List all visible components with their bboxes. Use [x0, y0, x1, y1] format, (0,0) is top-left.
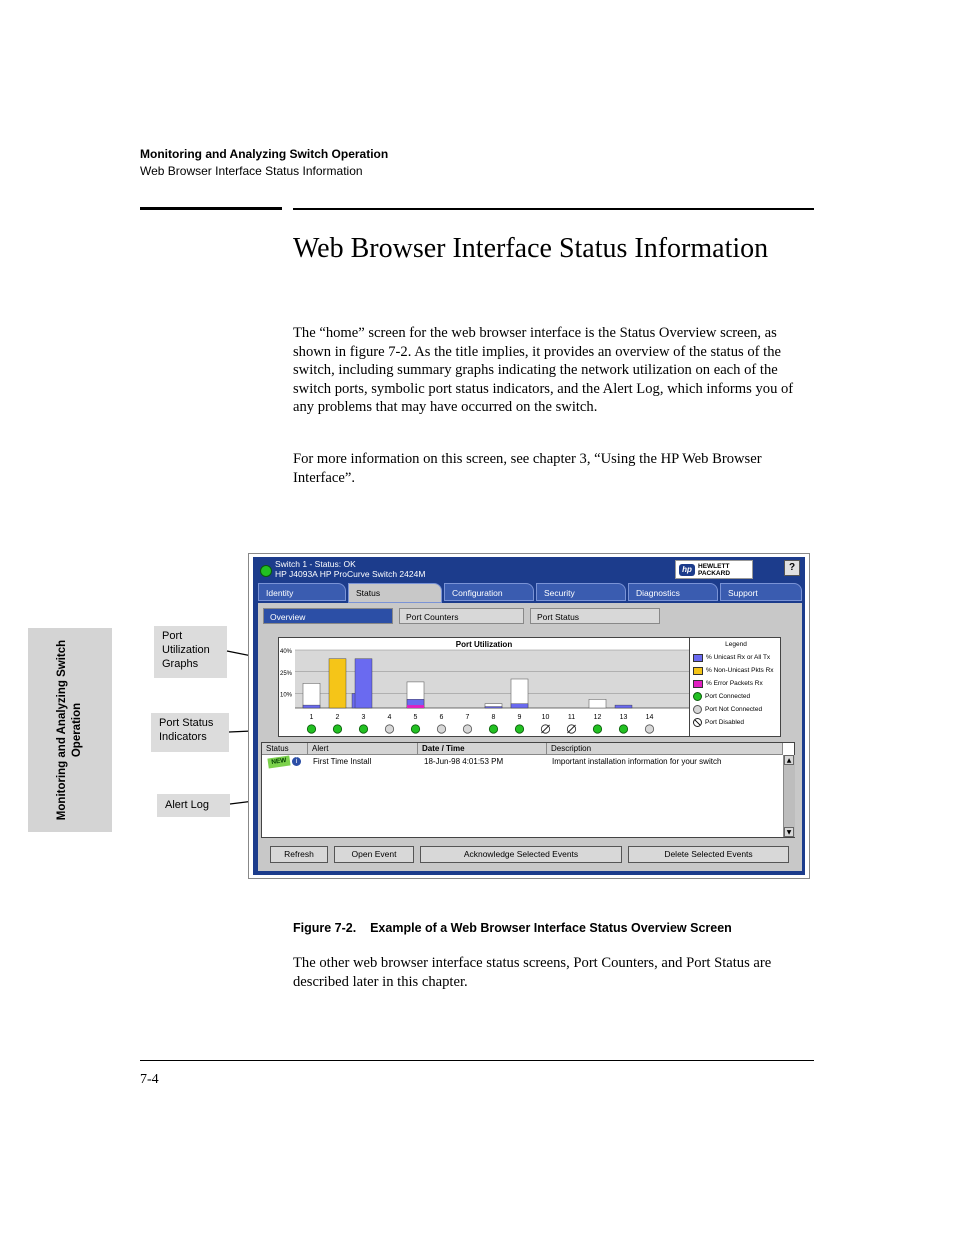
port-label: 13: [619, 714, 628, 721]
figure-caption: Figure 7-2. Example of a Web Browser Interface Status Overview Screen: [293, 921, 732, 935]
peak-bar: [303, 683, 320, 708]
subtab-port-counters[interactable]: Port Counters: [399, 608, 524, 624]
port-connected-icon: [359, 725, 367, 733]
log-header-status[interactable]: Status: [262, 743, 308, 755]
port-connected-icon: [515, 725, 523, 733]
info-icon: i: [292, 757, 301, 766]
new-alert-badge: NEW: [267, 756, 290, 769]
legend-item: [690, 664, 782, 677]
y-tick-label: 25%: [280, 670, 293, 677]
port-connected-icon: [619, 725, 627, 733]
scroll-down-icon[interactable]: ▼: [784, 827, 794, 837]
subtab-port-status[interactable]: Port Status: [530, 608, 660, 624]
log-row-datetime: 18-Jun-98 4:01:53 PM: [424, 757, 504, 766]
port-not-connected-icon: [645, 725, 653, 733]
closing-paragraph: The other web browser interface status screens, Port Counters, and Port Status are described later in this chapter.: [293, 955, 772, 990]
port-label: 9: [517, 714, 522, 721]
unicast-bar: [355, 659, 372, 708]
legend-status-icon: [693, 692, 702, 701]
error-bar: [407, 705, 424, 708]
callout-port-status: Port Status Indicators: [151, 713, 229, 752]
port-label: 14: [645, 714, 654, 721]
legend-item: [690, 651, 782, 664]
port-label: 11: [567, 714, 576, 721]
log-row-alert: First Time Install: [313, 757, 372, 766]
port-label: 12: [593, 714, 602, 721]
log-header-description[interactable]: Description: [547, 743, 783, 755]
port-label: 4: [387, 714, 392, 721]
port-not-connected-icon: [437, 725, 445, 733]
tab-diagnostics[interactable]: Diagnostics: [628, 583, 718, 601]
chapter-side-tab-label: Monitoring and Analyzing Switch Operation: [56, 639, 83, 821]
running-header-chapter: Monitoring and Analyzing Switch Operation: [140, 147, 389, 161]
peak-bar: [589, 699, 606, 708]
intro-paragraph: The “home” screen for the web browser interface is the Status Overview screen, as shown in figure 7-2. As the title implies, it provides an overview of the status of the switch, including summary graphs indicating the network utilization on each of the switch ports, symbolic port status indicators, and the Alert Log, which informs you of any problems that may have occurred on the switch.: [293, 325, 794, 415]
unicast-bar: [485, 707, 502, 708]
legend-title: Legend: [725, 641, 747, 648]
reference-paragraph: For more information on this screen, see chapter 3, “Using the HP Web Browser Interface”.: [293, 451, 762, 486]
log-header-datetime[interactable]: Date / Time: [418, 743, 547, 755]
open-event-button[interactable]: Open Event: [334, 846, 414, 863]
legend-status-label: Port Connected: [705, 693, 751, 700]
legend-status-icon: [693, 718, 702, 727]
unicast-bar: [615, 705, 632, 708]
graph-legend: [689, 638, 782, 737]
callout-port-utilization: Port Utilization Graphs: [154, 626, 227, 678]
port-connected-icon: [593, 725, 601, 733]
legend-status-icon: [693, 705, 702, 714]
port-not-connected-icon: [385, 725, 393, 733]
port-label: 3: [361, 714, 366, 721]
legend-label: % Non-Unicast Pkts Rx: [706, 667, 774, 674]
y-tick-label: 10%: [280, 692, 293, 699]
legend-status-item: [690, 690, 782, 703]
hp-logo-line2: PACKARD: [698, 569, 731, 577]
legend-item: [690, 677, 782, 690]
refresh-button[interactable]: Refresh: [270, 846, 328, 863]
tab-status[interactable]: Status: [348, 583, 442, 603]
port-connected-icon: [307, 725, 315, 733]
port-utilization-chart: [279, 638, 689, 737]
section-title: Web Browser Interface Status Information: [293, 233, 769, 264]
port-label: 2: [335, 714, 340, 721]
legend-label: % Unicast Rx or All Tx: [706, 654, 771, 661]
tab-support[interactable]: Support: [720, 583, 802, 601]
port-utilization-graph: [278, 637, 781, 737]
window-title-model: HP J4093A HP ProCurve Switch 2424M: [275, 569, 426, 579]
subtab-overview[interactable]: Overview: [263, 608, 393, 624]
hp-logo-mark: hp: [679, 564, 695, 576]
tab-identity[interactable]: Identity: [258, 583, 346, 601]
port-not-connected-icon: [463, 725, 471, 733]
window-title-status: Switch 1 - Status: OK: [275, 559, 356, 569]
port-connected-icon: [489, 725, 497, 733]
running-header-section: Web Browser Interface Status Information: [140, 164, 363, 178]
footer-rule: [140, 1060, 814, 1061]
port-label: 6: [439, 714, 444, 721]
switch-status-icon: [260, 565, 272, 577]
port-label: 8: [491, 714, 496, 721]
window-title: [275, 559, 425, 579]
legend-swatch: [693, 680, 703, 688]
main-tab-bar: [258, 583, 802, 603]
hp-logo: [675, 560, 753, 579]
unicast-bar: [511, 704, 528, 708]
graph-title: Port Utilization: [455, 640, 513, 649]
help-button[interactable]: ?: [784, 560, 800, 576]
legend-status-item: [690, 703, 782, 716]
delete-events-button[interactable]: Delete Selected Events: [628, 846, 789, 863]
legend-status-item: [690, 716, 782, 729]
unicast-bar: [303, 705, 320, 708]
port-label: 10: [541, 714, 550, 721]
tab-configuration[interactable]: Configuration: [444, 583, 534, 601]
legend-swatch: [693, 667, 703, 675]
port-label: 5: [413, 714, 418, 721]
port-connected-icon: [333, 725, 341, 733]
port-connected-icon: [411, 725, 419, 733]
browser-window: [253, 557, 805, 875]
status-overview-screenshot: [248, 553, 810, 879]
legend-rows: [690, 651, 782, 729]
acknowledge-events-button[interactable]: Acknowledge Selected Events: [420, 846, 622, 863]
scroll-up-icon[interactable]: ▲: [784, 755, 794, 765]
port-label: 1: [309, 714, 314, 721]
alert-log: [261, 742, 795, 838]
legend-status-label: Port Disabled: [705, 719, 745, 726]
page-number: 7-4: [140, 1072, 159, 1087]
hp-logo-line1: HEWLETT: [698, 562, 730, 570]
log-scrollbar[interactable]: [783, 755, 795, 837]
status-panel: [258, 603, 802, 871]
tab-security[interactable]: Security: [536, 583, 626, 601]
legend-status-label: Port Not Connected: [705, 706, 763, 713]
port-label: 7: [465, 714, 470, 721]
log-row-description: Important installation information for your switch: [552, 757, 722, 766]
legend-label: % Error Packets Rx: [706, 680, 763, 687]
y-tick-label: 40%: [280, 649, 293, 655]
log-header-alert[interactable]: Alert: [308, 743, 418, 755]
callout-alert-log: Alert Log: [157, 794, 230, 817]
nonunicast-bar: [329, 659, 346, 708]
legend-swatch: [693, 654, 703, 662]
